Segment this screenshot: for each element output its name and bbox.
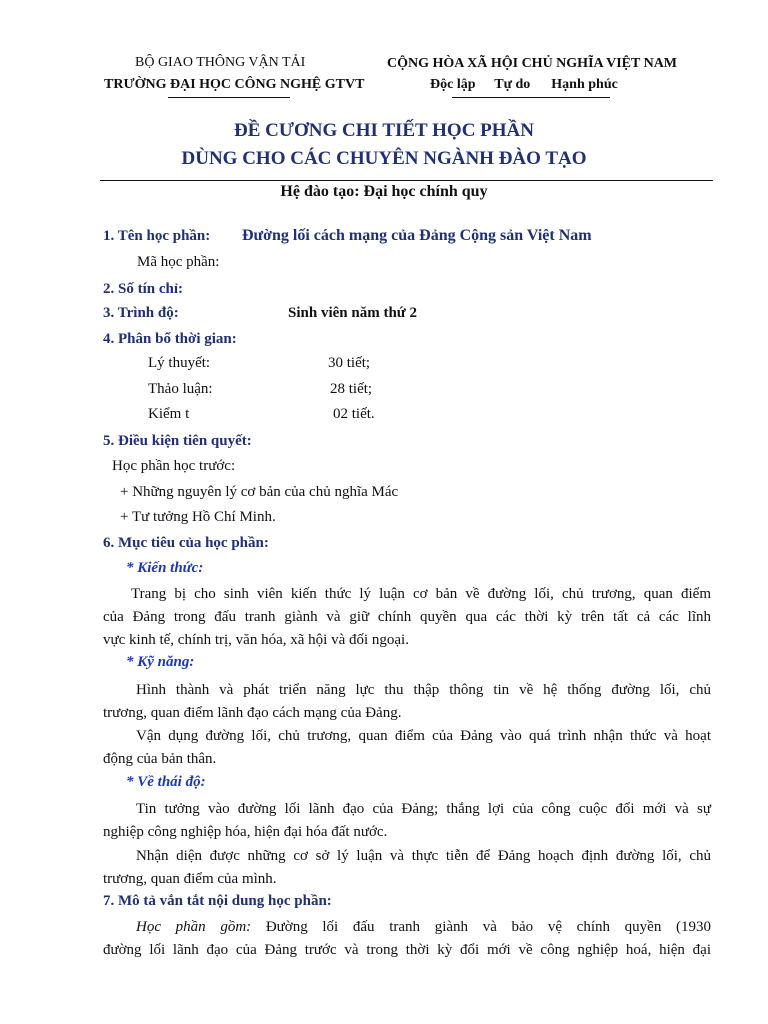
paragraph-line: trương, quan điểm lãnh đạo cách mạng của Đảng.: [103, 705, 402, 721]
section-4-label: 4. Phân bổ thời gian:: [103, 331, 237, 347]
time-row-exam-name: Kiểm t: [148, 406, 190, 422]
time-row-theory-value: 30 tiết;: [328, 355, 371, 371]
attitude-paragraph-2: [103, 845, 711, 891]
training-system: Hệ đào tạo: Đại học chính quy: [280, 183, 488, 200]
paragraph-line: [103, 916, 711, 939]
paragraph-line: trương, quan điểm của mình.: [103, 871, 277, 887]
section-5-label: 5. Điều kiện tiên quyết:: [103, 433, 252, 449]
paragraph-line: vực kinh tế, chính trị, văn hóa, xã hội và đối ngoại.: [103, 632, 409, 648]
course-description-intro: Học phần gồm:: [136, 919, 252, 935]
time-row-discussion-name: Thảo luận:: [148, 381, 213, 397]
knowledge-heading: * Kiến thức:: [126, 560, 204, 576]
doc-title-line2: DÙNG CHO CÁC CHUYÊN NGÀNH ĐÀO TẠO: [181, 148, 587, 169]
paragraph-line: Tin tưởng vào đường lối lãnh đạo của Đảng; thắng lợi của công cuộc đổi mới và sự: [136, 801, 711, 817]
section-2-label: 2. Số tín chỉ:: [103, 281, 184, 297]
paragraph-line: nghiệp công nghiệp hóa, hiện đại hóa đất nước.: [103, 824, 388, 840]
skills-paragraph-1: [103, 679, 711, 725]
paragraph-line: của Đảng trong đấu tranh giành và giữ chính quyền qua các thời kỳ trên tất cả các lĩnh: [103, 609, 711, 625]
paragraph-line: Nhận diện được những cơ sở lý luận và thực tiễn để Đảng hoạch định đường lối, chủ: [136, 848, 711, 864]
skills-paragraph-2: [103, 725, 711, 771]
header-left-underline: [168, 97, 290, 98]
section-3-label: 3. Trình độ:: [103, 305, 179, 321]
republic-name: CỘNG HÒA XÃ HỘI CHỦ NGHĨA VIỆT NAM: [387, 56, 678, 71]
time-row-discussion-value: 28 tiết;: [330, 381, 373, 397]
skills-heading: * Kỹ năng:: [126, 654, 195, 670]
prerequisite-item: + Những nguyên lý cơ bản của chủ nghĩa Mác: [120, 484, 399, 500]
attitude-heading: * Về thái độ:: [126, 774, 206, 790]
paragraph-line: Trang bị cho sinh viên kiến thức lý luận cơ bản về đường lối, chủ trương, quan điểm: [131, 586, 711, 602]
course-description-text: Đường lối đấu tranh giành và bảo vệ chính quyền (1930: [251, 919, 711, 935]
course-description: [103, 916, 711, 962]
attitude-paragraph-1: [103, 798, 711, 844]
paragraph-line: Vận dụng đường lối, chủ trương, quan điểm của Đảng vào quá trình nhận thức và hoạt: [136, 728, 711, 744]
title-divider: [100, 180, 713, 181]
university-name: TRƯỜNG ĐẠI HỌC CÔNG NGHỆ GTVT: [104, 77, 365, 92]
header-right-underline: [452, 97, 610, 98]
time-row-theory-name: Lý thuyết:: [148, 355, 211, 371]
course-name: Đường lối cách mạng của Đảng Cộng sản Việt Nam: [242, 227, 592, 244]
motto-independence: Độc lập: [430, 77, 476, 92]
paragraph-line: Hình thành và phát triển năng lực thu thập thông tin về hệ thống đường lối, chủ: [136, 682, 711, 698]
section-6-label: 6. Mục tiêu của học phần:: [103, 535, 269, 551]
ministry-name: BỘ GIAO THÔNG VẬN TẢI: [135, 55, 306, 70]
course-code-label: Mã học phần:: [137, 254, 220, 270]
prerequisite-item: + Tư tưởng Hồ Chí Minh.: [120, 509, 276, 525]
paragraph-line: đường lối lãnh đạo của Đảng trước và trong thời kỳ đổi mới về công nghiệp hoá, hiện đại: [103, 942, 711, 958]
time-row-exam-value: 02 tiết.: [333, 406, 375, 422]
section-1-label: 1. Tên học phần:: [103, 228, 211, 244]
level-value: Sinh viên năm thứ 2: [288, 305, 418, 321]
motto-freedom: Tự do: [494, 77, 531, 92]
motto-happiness: Hạnh phúc: [551, 77, 618, 92]
doc-title-line1: ĐỀ CƯƠNG CHI TIẾT HỌC PHẦN: [234, 120, 534, 141]
prerequisite-intro: Học phần học trước:: [112, 458, 236, 474]
knowledge-paragraph: [103, 583, 711, 652]
motto: [430, 77, 618, 93]
section-7-label: 7. Mô tả vắn tắt nội dung học phần:: [103, 893, 332, 909]
paragraph-line: động của bản thân.: [103, 751, 217, 767]
